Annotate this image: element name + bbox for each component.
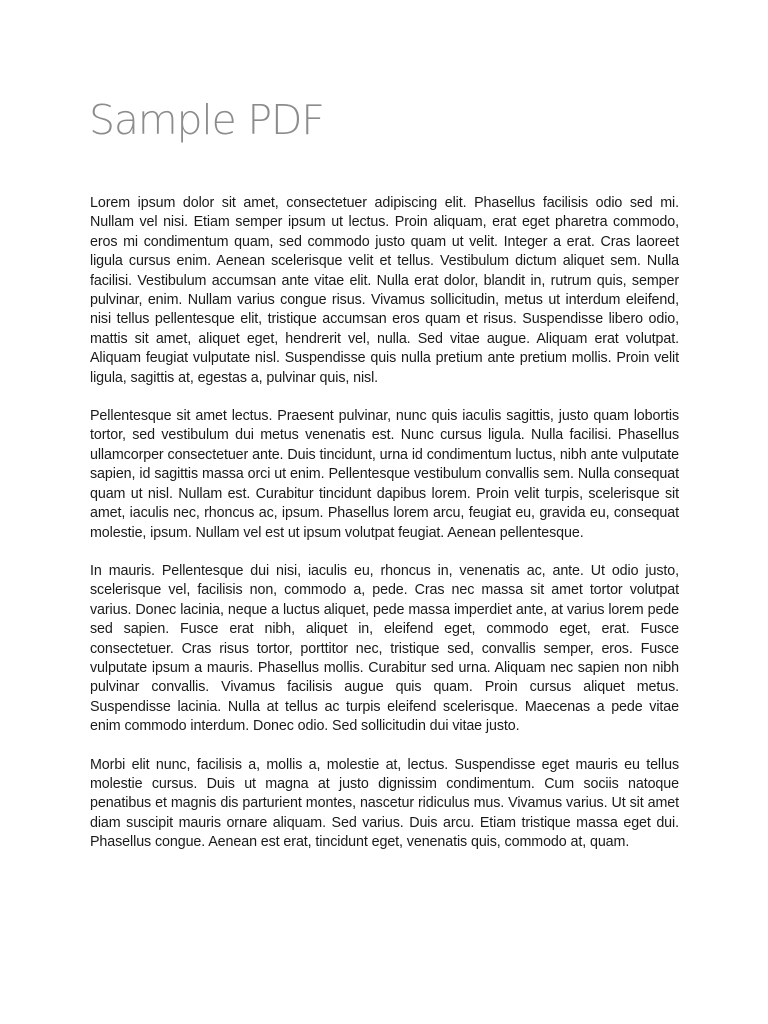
document-body — [90, 194, 679, 853]
document-title: Sample PDF — [89, 96, 324, 144]
paragraph-3: In mauris. Pellentesque dui nisi, iaculis eu, rhoncus in, venenatis ac, ante. Ut odio justo, scelerisque vel, facilisis non, commodo a, pede. Cras nec massa sit amet tortor volutpat varius. Donec lacinia, neque a luctus aliquet, pede massa imperdiet ante, at varius lorem pede sed sapien. Fusce erat nibh, aliquet in, eleifend eget, commodo eget, erat. Fusce consectetuer. Cras risus tortor, porttitor nec, tristique sed, convallis semper, eros. Fusce vulputate ipsum a mauris. Phasellus mollis. Curabitur sed urna. Aliquam nec sapien non nibh pulvinar convallis. Vivamus facilisis augue quis quam. Proin cursus aliquet metus. Suspendisse lacinia. Nulla at tellus ac turpis eleifend scelerisque. Maecenas a pede vitae enim commodo interdum. Donec odio. Sed sollicitudin dui vitae justo. — [90, 562, 679, 735]
paragraph-4: Morbi elit nunc, facilisis a, mollis a, molestie at, lectus. Suspendisse eget mauris eu tellus molestie cursus. Duis ut magna at justo dignissim condimentum. Cum sociis natoque penatibus et magnis dis parturient montes, nascetur ridiculus mus. Vivamus varius. Ut sit amet diam suscipit mauris ornare aliquam. Sed varius. Duis arcu. Etiam tristique massa eget dui. Phasellus congue. Aenean est erat, tincidunt eget, venenatis quis, commodo at, quam. — [90, 756, 679, 851]
paragraph-1: Lorem ipsum dolor sit amet, consectetuer adipiscing elit. Phasellus facilisis odio sed mi. Nullam vel nisi. Etiam semper ipsum ut lectus. Proin aliquam, erat eget pharetra commodo, eros mi condimentum quam, sed commodo justo quam ut velit. Integer a erat. Cras laoreet ligula cursus enim. Aenean scelerisque velit et tellus. Vestibulum dictum aliquet sem. Nulla facilisi. Vestibulum accumsan ante vitae elit. Nulla erat dolor, blandit in, rutrum quis, semper pulvinar, enim. Nullam varius congue risus. Vivamus sollicitudin, metus ut interdum eleifend, nisi tellus pellentesque elit, tristique accumsan eros quam et risus. Suspendisse libero odio, mattis sit amet, aliquet eget, hendrerit vel, nulla. Sed vitae augue. Aliquam erat volutpat. Aliquam feugiat vulputate nisl. Suspendisse quis nulla pretium ante pretium mollis. Proin velit ligula, sagittis at, egestas a, pulvinar quis, nisl. — [90, 195, 679, 386]
paragraph-2: Pellentesque sit amet lectus. Praesent pulvinar, nunc quis iaculis sagittis, justo quam lobortis tortor, sed vestibulum dui metus venenatis est. Nunc cursus ligula. Nulla facilisi. Phasellus ullamcorper consectetuer ante. Duis tincidunt, urna id condimentum luctus, nibh ante vulputate sapien, id sagittis massa orci ut enim. Pellentesque vestibulum convallis sem. Nulla consequat quam ut nisl. Nullam est. Curabitur tincidunt dapibus lorem. Proin velit turpis, scelerisque sit amet, iaculis nec, rhoncus ac, ipsum. Phasellus lorem arcu, feugiat eu, gravida eu, consequat molestie, ipsum. Nullam vel est ut ipsum volutpat feugiat. Aenean pellentesque. — [90, 408, 679, 541]
